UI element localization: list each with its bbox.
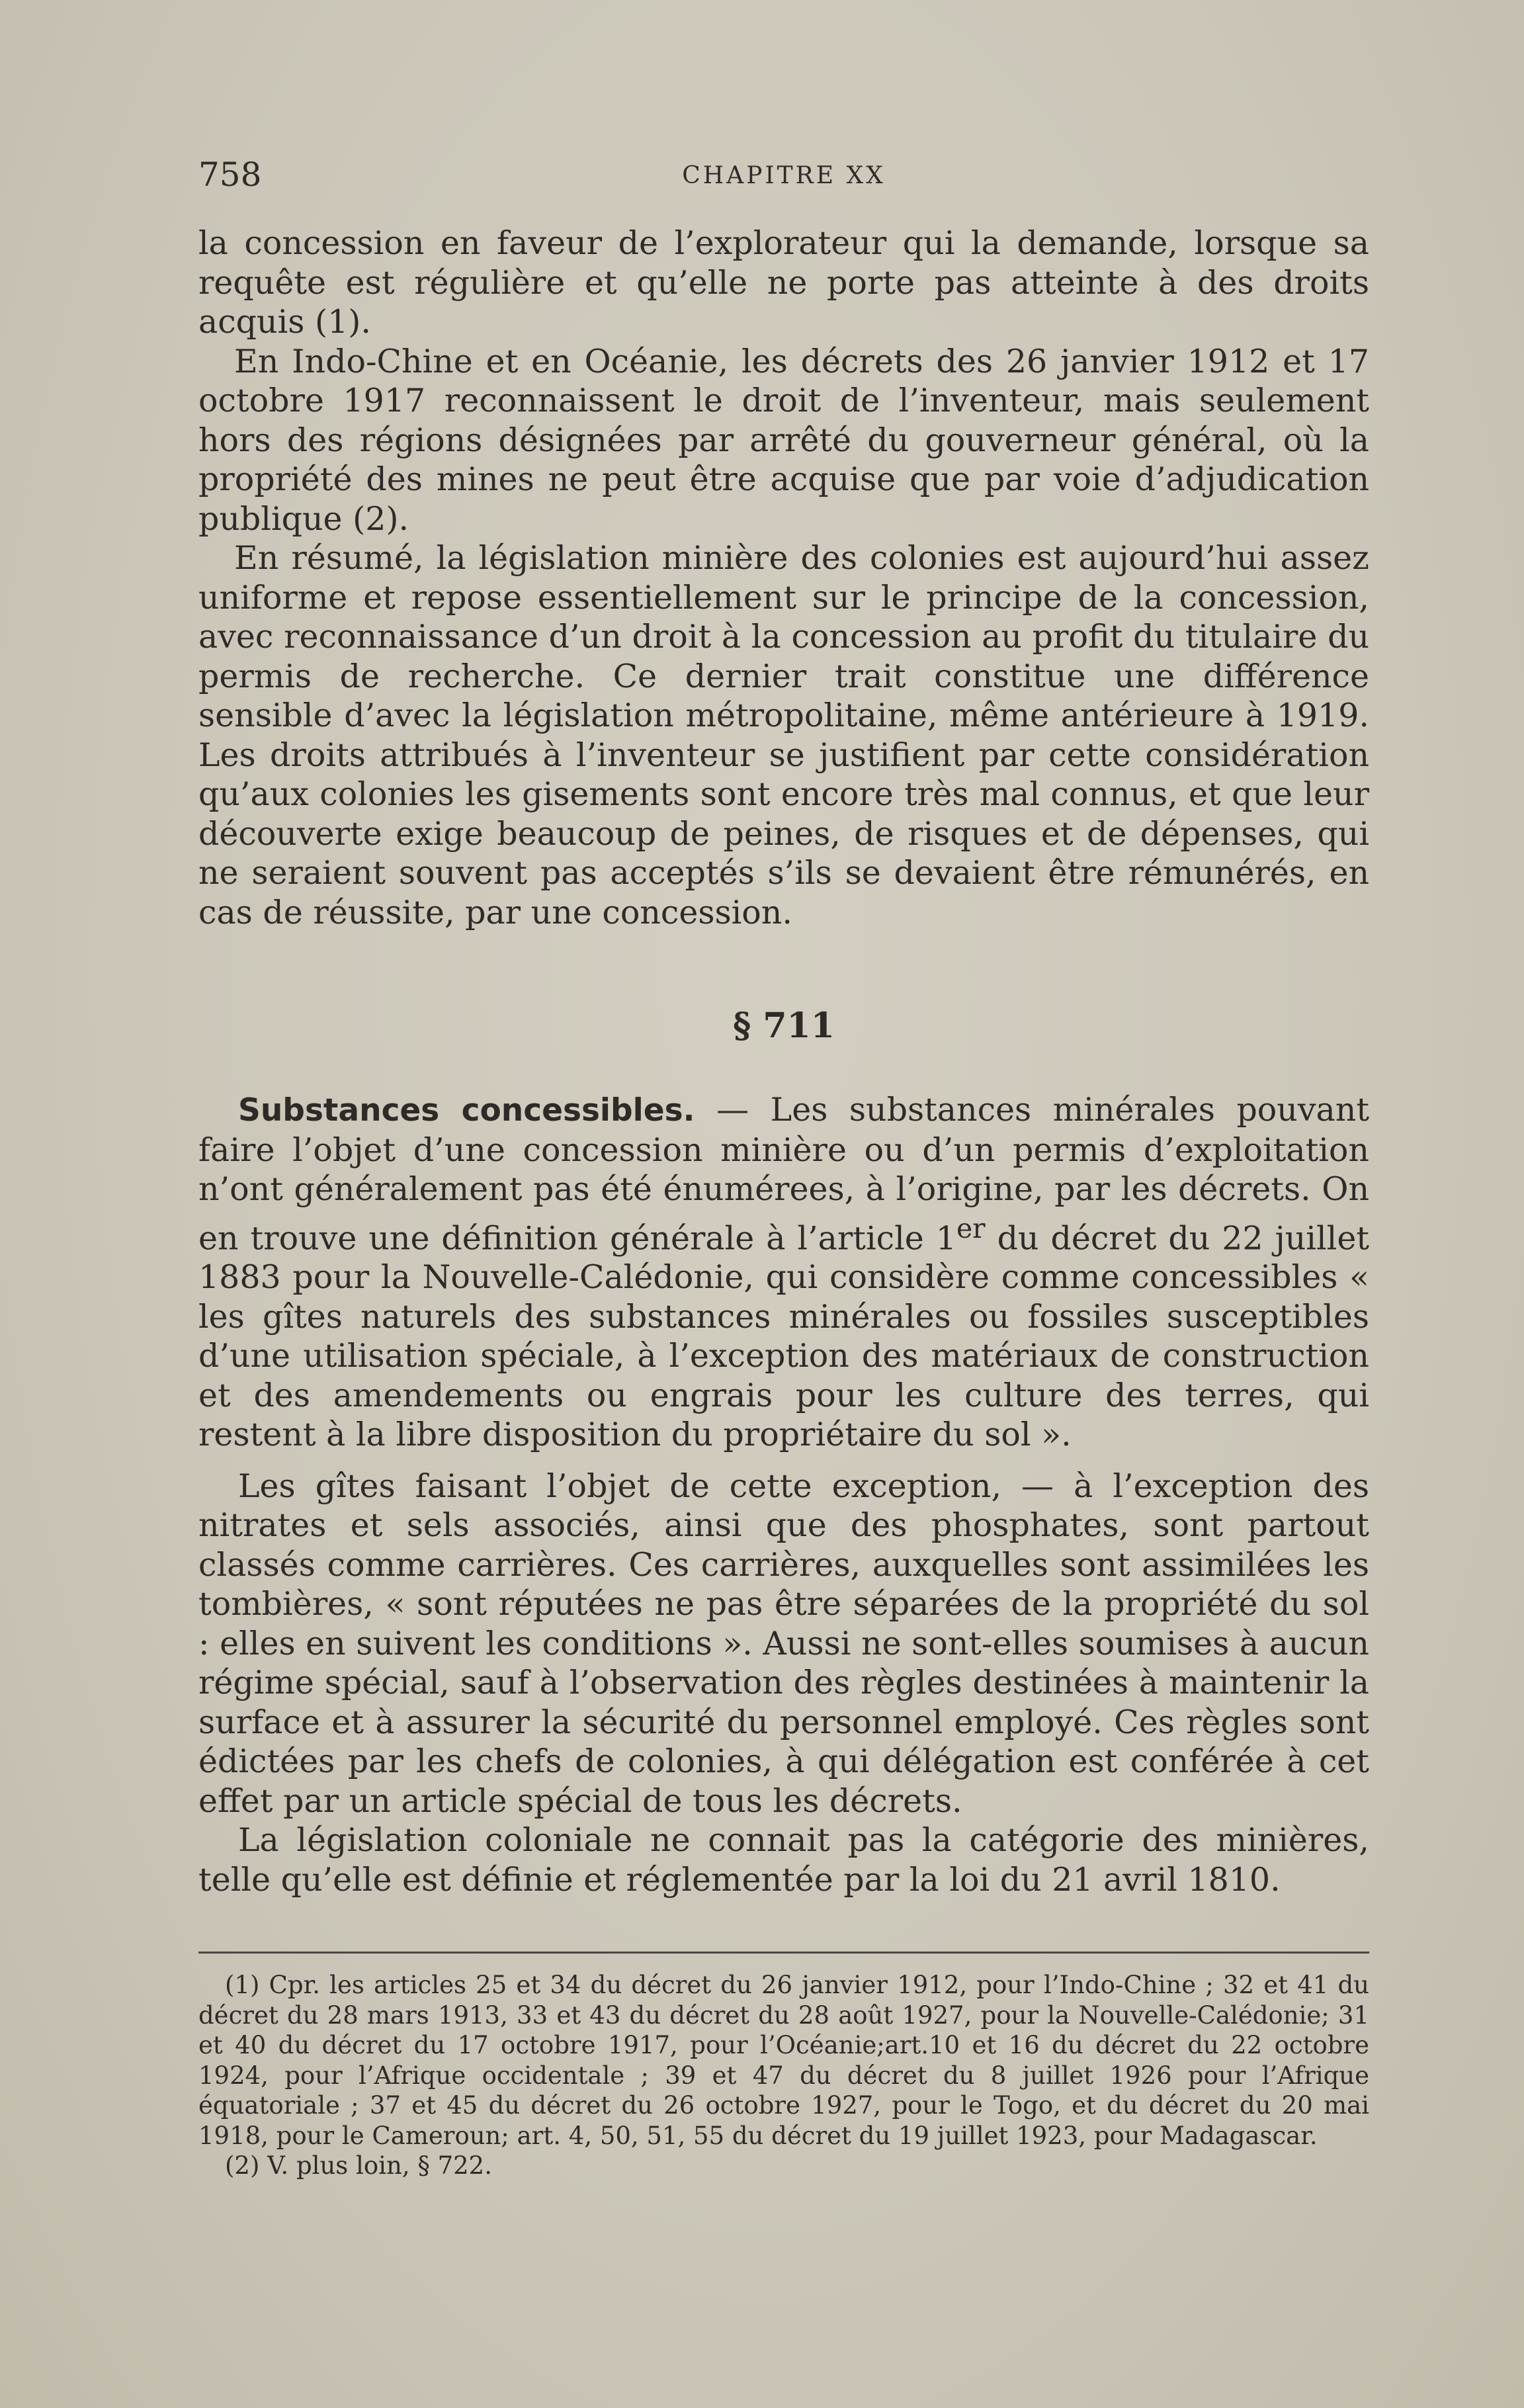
footnote-1: (1) Cpr. les articles 25 et 34 du décret du 26 janvier 1912, pour l’Indo-Chine ; 32 et 41 du décret du 28 mars 1913, 33 et 43 du décret du 28 août 1927, pour la Nouvelle-Calédonie; 31 et 40 du décret du 17 octobre 1917, pour l’Océanie;art.10 et 16 du décret du 22 octobre 1924, pour l’Afrique occidentale ; 39 et 47 du décret du 8 juillet 1926 pour l’Afrique équatoriale ; 37 et 45 du décret du 26 octobre 1927, pour le Togo, et du décret du 20 mai 1918, pour le Cameroun; art. 4, 50, 51, 55 du décret du 19 juillet 1923, pour Madagascar.: [198, 1971, 1369, 2150]
lead-title: Substances concessibles.: [238, 1092, 695, 1129]
section-heading: § 711: [733, 1006, 835, 1046]
page-header: [198, 149, 1369, 195]
page-number: 758: [198, 155, 262, 194]
footnotes: [198, 1970, 1369, 2181]
paragraph-substances-text-a: Les substances minérales pouvant faire l’objet d’une concession minière ou d’un permis d’exploitation n’ont généralement pas été énumérees, à l’origine, par les décrets. On en trouve une définition générale à l’article 1: [198, 1091, 1370, 1257]
footnote-2: (2) V. plus loin, § 722.: [225, 2151, 492, 2180]
paragraph-substances-text-b: du décret du 22 juillet 1883 pour la Nouvelle-Calédonie, qui considère comme concessibles « les gîtes naturels des substances minérales ou fossiles susceptibles d’une utilisation spéciale, à l’exception des matériaux de construction et des amendements ou engrais pour les culture des terres, qui restent à la libre disposition du propriétaire du sol ».: [198, 1219, 1370, 1454]
paragraph-indo-chine: En Indo-Chine et en Océanie, les décrets des 26 janvier 1912 et 17 octobre 1917 reconnaissent le droit de l’inventeur, mais seulement hors des régions désignées par arrêté du gouverneur général, où la propriété des mines ne peut être acquise que par voie d’adjudication publique (2).: [198, 342, 1369, 538]
paragraph-continuation: la concession en faveur de l’explorateur qui la demande, lorsque sa requête est régulière et qu’elle ne porte pas atteinte à des droits acquis (1).: [198, 224, 1369, 341]
chapter-title: CHAPITRE XX: [682, 162, 886, 189]
section-body: [198, 1090, 1369, 1899]
paragraph-substances: [198, 1090, 1369, 1455]
paragraph-gites: Les gîtes faisant l’objet de cette exception, — à l’exception des nitrates et sels associés, ainsi que des phosphates, sont partout classés comme carrières. Ces carrières, auxquelles sont assimilées les tombières, « sont réputées ne pas être séparées de la propriété du sol : elles en suivent les conditions ». Aussi ne sont-elles soumises à aucun régime spécial, sauf à l’observation des règles destinées à maintenir la surface et à assurer la sécurité du personnel employé. Ces règles sont édictées par les chefs de colonies, à qui délégation est conférée à cet effet par un article spécial de tous les décrets.: [198, 1467, 1369, 1820]
footnote-divider: [198, 1952, 1369, 1954]
lead-dash: —: [695, 1091, 771, 1129]
superscript-er: er: [956, 1212, 986, 1244]
body-text: [198, 224, 1369, 932]
paragraph-legislation-coloniale: La législation coloniale ne connait pas la catégorie des minières, telle qu’elle est définie et réglementée par la loi du 21 avril 1810.: [198, 1821, 1369, 1899]
paragraph-resume: En résumé, la législation minière des colonies est aujourd’hui assez uniforme et repose essentiellement sur le principe de la concession, avec reconnaissance d’un droit à la concession au profit du titulaire du permis de recherche. Ce dernier trait constitue une différence sensible d’avec la législation métropolitaine, même antérieure à 1919. Les droits attribués à l’inventeur se justifient par cette considération qu’aux colonies les gisements sont encore très mal connus, et que leur découverte exige beaucoup de peines, de risques et de dépenses, qui ne seraient souvent pas acceptés s’ils se devaient être rémunérés, en cas de réussite, par une concession.: [198, 539, 1369, 931]
